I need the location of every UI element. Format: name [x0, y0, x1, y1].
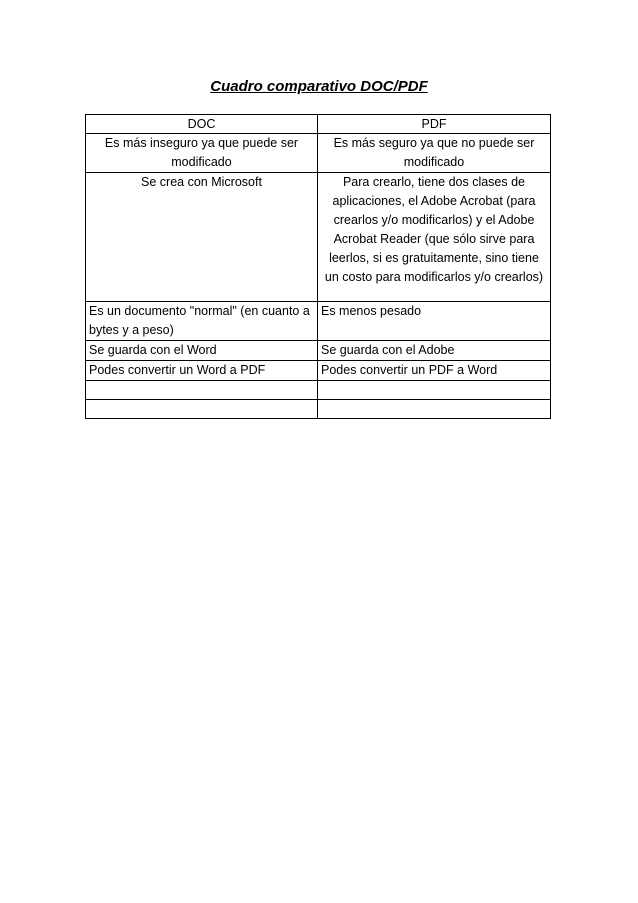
cell-pdf: Es más seguro ya que no puede ser modificado	[318, 134, 551, 173]
table-row	[86, 302, 551, 341]
cell-pdf: Se guarda con el Adobe	[318, 341, 551, 361]
table-row	[86, 173, 551, 302]
cell-doc	[86, 400, 318, 419]
document-title: Cuadro comparativo DOC/PDF	[210, 78, 428, 95]
cell-pdf: Es menos pesado	[318, 302, 551, 341]
table-row	[86, 341, 551, 361]
table-row	[86, 400, 551, 419]
comparison-table	[85, 114, 551, 419]
cell-pdf	[318, 400, 551, 419]
cell-pdf	[318, 381, 551, 400]
cell-doc: Podes convertir un Word a PDF	[86, 361, 318, 381]
cell-pdf: Para crearlo, tiene dos clases de aplicaciones, el Adobe Acrobat (para crearlos y/o modificarlos) y el Adobe Acrobat Reader (que sólo sirve para leerlos, si es gratuitamente, sino tiene un costo para modificarlos y/o crearlos)	[318, 173, 551, 302]
header-doc: DOC	[86, 115, 318, 134]
header-pdf: PDF	[318, 115, 551, 134]
table-row	[86, 381, 551, 400]
cell-doc: Se crea con Microsoft	[86, 173, 318, 302]
cell-doc	[86, 381, 318, 400]
cell-doc: Es un documento "normal" (en cuanto a bytes y a peso)	[86, 302, 318, 341]
table-row	[86, 134, 551, 173]
table-header-row	[86, 115, 551, 134]
cell-pdf: Podes convertir un PDF a Word	[318, 361, 551, 381]
cell-doc: Se guarda con el Word	[86, 341, 318, 361]
cell-doc: Es más inseguro ya que puede ser modificado	[86, 134, 318, 173]
table-row	[86, 361, 551, 381]
